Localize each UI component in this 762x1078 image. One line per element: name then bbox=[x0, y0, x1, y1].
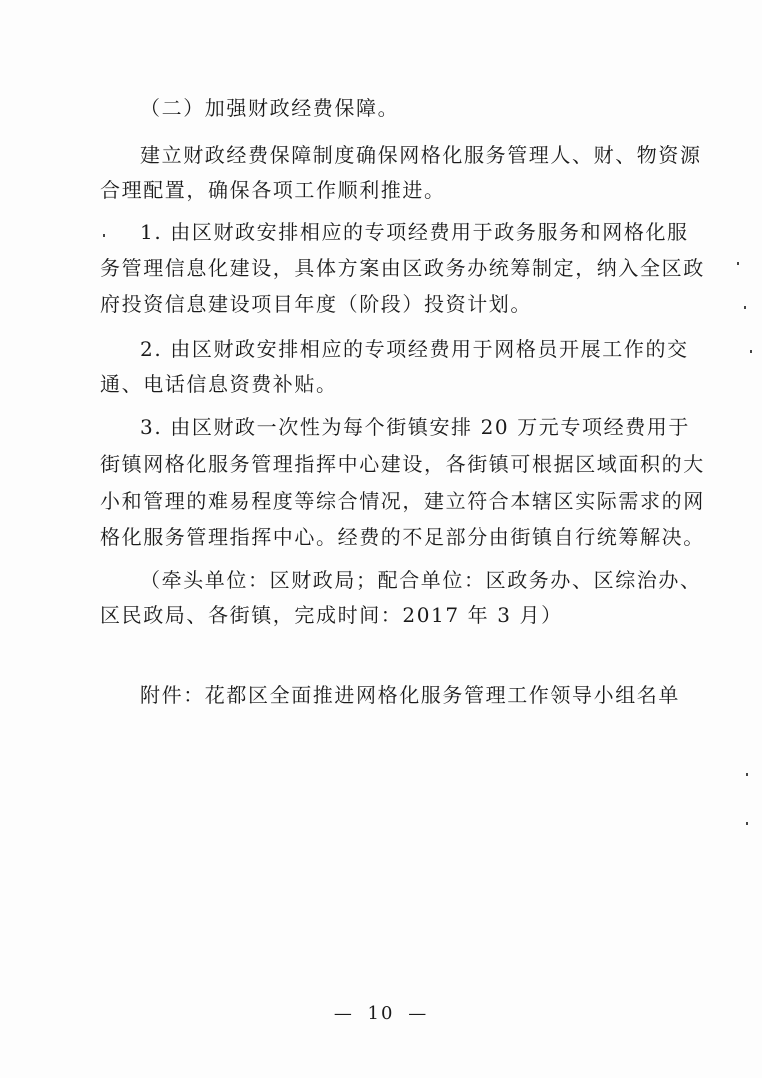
page-number-dash-right: — bbox=[408, 1003, 429, 1024]
page-number bbox=[0, 1003, 762, 1024]
item-3-line-2: 街镇网格化服务管理指挥中心建设，各街镇可根据区域面积的大 bbox=[100, 452, 705, 476]
item-2-line-1: 2. 由区财政安排相应的专项经费用于网格员开展工作的交 bbox=[140, 337, 689, 361]
item-2-line-2: 通、电话信息资费补贴。 bbox=[100, 372, 338, 396]
scan-speck bbox=[744, 306, 746, 309]
scan-speck bbox=[746, 822, 748, 825]
item-1-line-1: 1. 由区财政安排相应的专项经费用于政务服务和网格化服 bbox=[140, 220, 689, 244]
intro-line-2: 合理配置，确保各项工作顺利推进。 bbox=[100, 178, 446, 202]
item-1-line-2: 务管理信息化建设，具体方案由区政务办统筹制定，纳入全区政 bbox=[100, 256, 705, 280]
item-3-line-3: 小和管理的难易程度等综合情况，建立符合本辖区实际需求的网 bbox=[100, 489, 705, 513]
page-number-dash-left: — bbox=[333, 1003, 354, 1024]
scan-speck bbox=[103, 234, 105, 237]
item-3-line-4: 格化服务管理指挥中心。经费的不足部分由街镇自行统筹解决。 bbox=[100, 525, 705, 549]
page-number-value: 10 bbox=[367, 1003, 395, 1024]
item-3-line-1: 3. 由区财政一次性为每个街镇安排 20 万元专项经费用于 bbox=[140, 415, 691, 439]
intro-line-1: 建立财政经费保障制度确保网格化服务管理人、财、物资源 bbox=[140, 143, 702, 167]
scan-speck bbox=[750, 350, 752, 353]
responsibility-line-1: （牵头单位：区财政局；配合单位：区政务办、区综治办、 bbox=[140, 568, 702, 592]
attachment-line: 附件：花都区全面推进网格化服务管理工作领导小组名单 bbox=[140, 683, 680, 707]
responsibility-line-2: 区民政局、各街镇，完成时间：2017 年 3 月） bbox=[100, 603, 563, 627]
scan-speck bbox=[737, 262, 739, 265]
section-title: （二）加强财政经费保障。 bbox=[140, 96, 400, 120]
item-1-line-3: 府投资信息建设项目年度（阶段）投资计划。 bbox=[100, 292, 532, 316]
scan-speck bbox=[746, 773, 748, 776]
